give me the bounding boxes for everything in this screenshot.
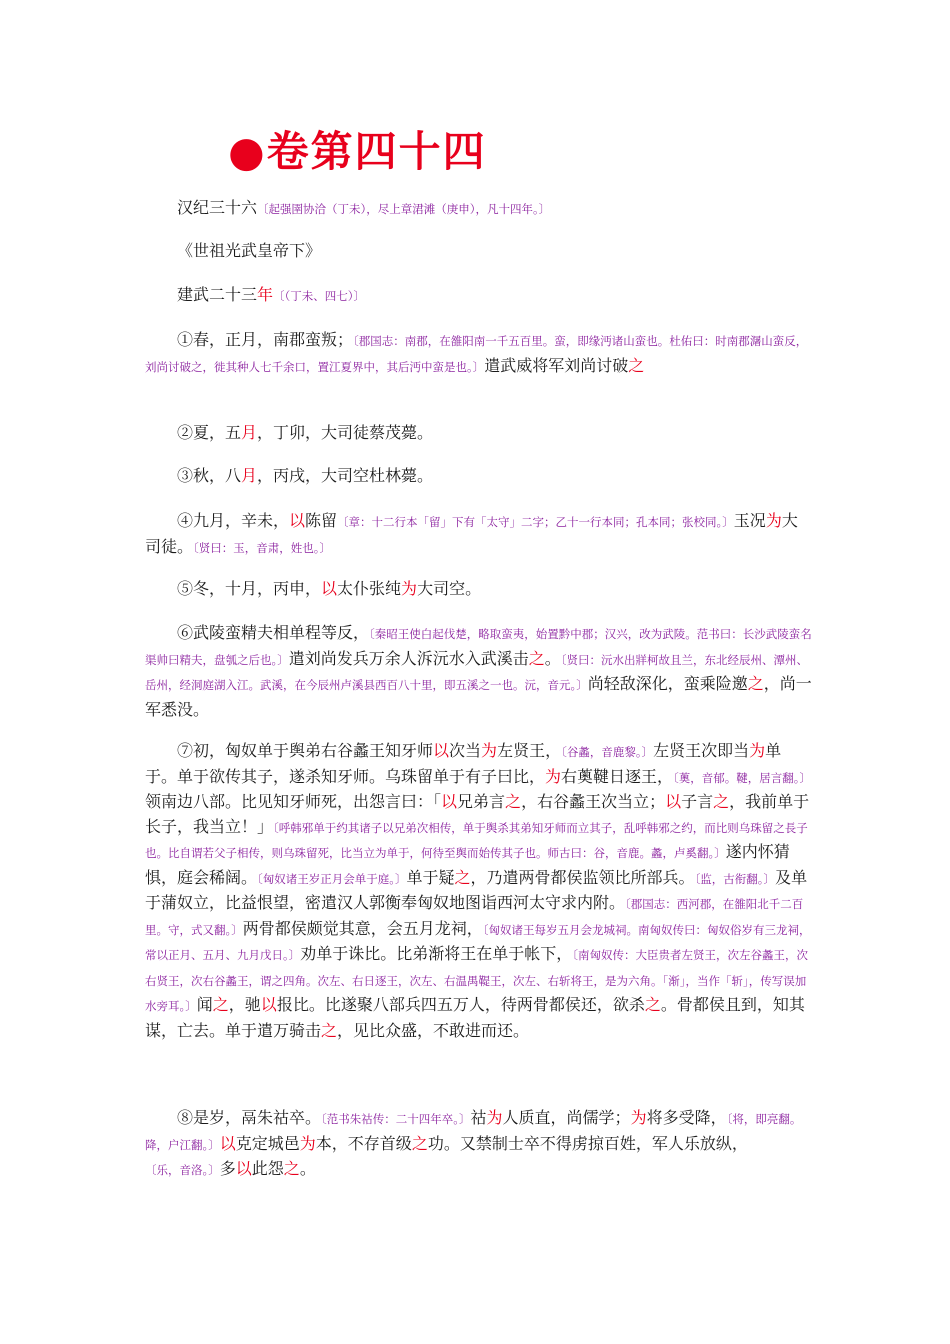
text-run: ，尚一军悉没。: [145, 674, 812, 719]
annotation-note: 〔匈奴诸王每岁五月会龙城祠。南匈奴传曰：匈奴俗岁有三龙祠，常以正月、五月、九月戊日。〕: [145, 922, 811, 962]
text-run: 陈留: [305, 511, 338, 530]
annotation-note: 〔谷蠡，音鹿黎。〕: [561, 745, 654, 759]
highlighted-char: 以: [289, 511, 306, 530]
text-run: 大司空。: [417, 579, 482, 598]
annotation-note: 〔（丁未、四七）〕: [273, 289, 366, 303]
annotation-note: 〔贤曰：沅水出牂柯故且兰，东北经辰州、潭州、岳州，经洞庭湖入江。武溪，在今辰州卢溪县西百八十里，即五溪之一也。沅，音元。〕: [145, 652, 809, 692]
text-run: 右薁鞬日逐王，: [561, 766, 674, 786]
para-6: [145, 509, 813, 560]
highlighted-char: 以: [260, 995, 277, 1014]
text-run: 玉况: [733, 511, 766, 530]
para-3: [145, 328, 813, 379]
text-run: 兄弟言: [457, 792, 506, 811]
text-run: 次当: [449, 741, 482, 760]
highlighted-char: 为: [299, 1133, 316, 1153]
text-run: 。骨都侯且到，知其谋，亡去。单于遣万骑击: [145, 995, 805, 1040]
highlighted-char: 以: [321, 579, 338, 598]
text-run: ，我前单于长子，我当立！」: [145, 792, 810, 836]
text-run: ②夏，五: [177, 423, 242, 442]
highlighted-char: 为: [765, 511, 782, 530]
highlighted-char: 年: [257, 285, 274, 304]
text-run: 功。又禁制士卒不得虏掠百姓，军人乐放纵，: [427, 1133, 748, 1153]
text-run: 遣武威将军刘尚讨破: [484, 355, 629, 375]
highlighted-char: 之: [283, 1159, 300, 1178]
text-run: ①春，正月，南郡蛮叛；: [177, 330, 354, 349]
text-run: ⑧是岁，鬲朱祜卒。: [177, 1108, 322, 1127]
text-run: 。: [544, 648, 561, 668]
text-run: 《世祖光武皇帝下》: [177, 241, 322, 260]
text-run: 单于疑: [406, 867, 455, 887]
text-run: ，右谷蠡王次当立；: [521, 792, 666, 811]
text-run: 太仆张纯: [337, 579, 402, 598]
para-2: [145, 283, 813, 309]
text-run: 建武二十三: [177, 285, 258, 304]
para-0: [145, 196, 813, 222]
text-run: 闻: [196, 995, 213, 1014]
annotation-note: 〔章：十二行本「留」下有「太守」二字；乙十一行本同；孔本同；张校同。〕: [337, 515, 734, 529]
highlighted-char: 以: [433, 741, 450, 760]
text-run: ③秋，八: [177, 466, 242, 485]
text-run: 。: [299, 1159, 316, 1178]
annotation-note: 〔南匈奴传：大臣贵者左贤王，次左谷蠡王，次右贤王，次右谷蠡王，谓之四角。次左、右日逐王，次左、右温禺鞮王，次左、右斩将王，是为六角。「渐」，当作「斩」，传写误加水旁耳。〕: [145, 948, 809, 1013]
highlighted-char: 为: [486, 1108, 503, 1127]
annotation-note: 〔贤曰：玉，音肃，姓也。〕: [193, 540, 332, 555]
highlighted-char: 月: [241, 423, 258, 442]
highlighted-char: 以: [235, 1159, 252, 1178]
highlighted-char: 为: [749, 741, 766, 760]
text-run: ⑦初，匈奴单于舆弟右谷蠡王知牙师: [177, 741, 434, 760]
highlighted-char: 为: [630, 1108, 647, 1127]
annotation-note: 〔匈奴诸王岁正月会单于庭。〕: [257, 871, 407, 886]
highlighted-char: 之: [411, 1133, 428, 1153]
text-run: 报比。比遂聚八部兵四五万人，待两骨都侯还，欲杀: [276, 995, 645, 1014]
annotation-note: 〔起强圉协洽（丁未），尽上章涒滩（庚申），凡十四年。〕: [257, 202, 551, 216]
text-run: 领南边八部。比见知牙师死，出怨言曰：「: [145, 792, 442, 811]
text-run: 左贤王，: [497, 741, 562, 760]
text-run: ⑤冬，十月，丙申，: [177, 579, 322, 598]
text-run: ，乃遣两骨都侯监领比所部兵。: [470, 867, 695, 887]
text-run: 子言: [681, 792, 714, 811]
annotation-note: 〔郡国志：西河郡，在雒阳北千二百里。守，式又翻。〕: [145, 897, 804, 937]
highlighted-char: 月: [241, 466, 258, 485]
highlighted-char: 为: [481, 741, 498, 760]
text-run: 本，不存首级: [315, 1133, 412, 1153]
highlighted-char: 之: [713, 792, 730, 811]
para-8: [145, 621, 813, 722]
text-run: 此怨: [251, 1159, 284, 1178]
text-run: 人质直，尚儒学；: [502, 1108, 631, 1127]
highlighted-char: 之: [644, 995, 661, 1014]
text-run: 尚轻敌深化，蛮乘险邀: [587, 674, 748, 693]
text-run: 遂内怀猜惧，庭会稀阔。: [145, 842, 790, 887]
text-run: 左贤王次即当: [653, 741, 750, 760]
annotation-note: 〔范书朱祜传：二十四年卒。〕: [321, 1112, 471, 1126]
para-1: [145, 239, 813, 264]
highlighted-char: 之: [454, 867, 471, 887]
highlighted-char: 以: [219, 1133, 236, 1153]
highlighted-char: 之: [212, 995, 229, 1014]
annotation-note: 〔郡国志：南郡，在雒阳南一千五百里。蛮，即缘沔诸山蛮也。杜佑曰：时南郡潳山蛮反，刘尚讨破之，徙其种人七千余口，置江夏界中，其后沔中蛮是也。〕: [145, 334, 808, 374]
text-run: ，见比众盛，不敢进而还。: [337, 1020, 530, 1040]
annotation-note: 〔乐，音洛。〕: [145, 1163, 220, 1177]
highlighted-char: 之: [747, 674, 764, 693]
text-run: ⑥武陵蛮精夫相单程等反，: [177, 623, 370, 642]
text-run: 将多受降，: [646, 1108, 727, 1127]
text-run: 祜: [470, 1108, 487, 1127]
text-run: 汉纪三十六: [177, 198, 258, 217]
highlighted-char: 之: [321, 1020, 338, 1040]
text-run: 大司徒。: [145, 511, 798, 556]
annotation-note: 〔薁，音郁。鞬，居言翻。〕: [673, 770, 812, 785]
annotation-note: 〔秦昭王使白起伐楚，略取蛮夷，始置黔中郡；汉兴，改为武陵。范书曰：长沙武陵蛮名渠帅曰精夫，盘瓠之后也。〕: [145, 627, 812, 667]
annotation-note: 〔监，古衔翻。〕: [694, 871, 776, 886]
annotation-note: 〔将，即亮翻。降，户江翻。〕: [145, 1112, 802, 1152]
text-run: ，丁卯，大司徒蔡茂薨。: [257, 423, 434, 442]
text-run: ，丙戌，大司空杜林薨。: [257, 466, 434, 485]
text-run: 两骨都侯颇觉其意，会五月龙祠，: [242, 918, 483, 938]
para-9: [145, 739, 813, 1043]
para-5: [145, 464, 813, 489]
annotation-note: 〔呼韩邪单于约其诸子以兄弟次相传，单于舆杀其弟知牙师而立其子，乱呼韩邪之约，而比则乌珠留之長子也。比自谓若父子相传，则乌珠留死，比当立为单于，何待至舆而始传其子也。师古曰：谷，音鹿。蠡，卢奚翻。〕: [145, 820, 808, 860]
para-10: [145, 1106, 813, 1183]
text-run: ④九月，辛未，: [177, 511, 290, 530]
highlighted-char: 为: [545, 766, 562, 786]
text-run: 多: [219, 1159, 236, 1178]
highlighted-char: 之: [628, 355, 645, 375]
text-run: 劝单于诛比。比弟渐将王在单于帐下，: [300, 944, 573, 963]
text-run: 克定城邑: [235, 1133, 300, 1153]
text-run: ，驰: [228, 995, 261, 1014]
text-run: 遣刘尚发兵万余人泝沅水入武溪击: [288, 648, 529, 668]
chapter-title: ●卷第四十四: [228, 127, 487, 176]
text-run: 及单于蒲奴立，比益恨望，密遣汉人郭衡奉匈奴地图诣西河太守求内附。: [145, 867, 808, 912]
para-7: [145, 577, 813, 602]
highlighted-char: 之: [528, 648, 545, 668]
para-4: [145, 421, 813, 446]
highlighted-char: 以: [665, 792, 682, 811]
highlighted-char: 之: [505, 792, 522, 811]
text-run: 单于。单于欲传其子，遂杀知牙师。乌珠留单于有子曰比，: [145, 741, 782, 786]
highlighted-char: 以: [441, 792, 458, 811]
highlighted-char: 为: [401, 579, 418, 598]
